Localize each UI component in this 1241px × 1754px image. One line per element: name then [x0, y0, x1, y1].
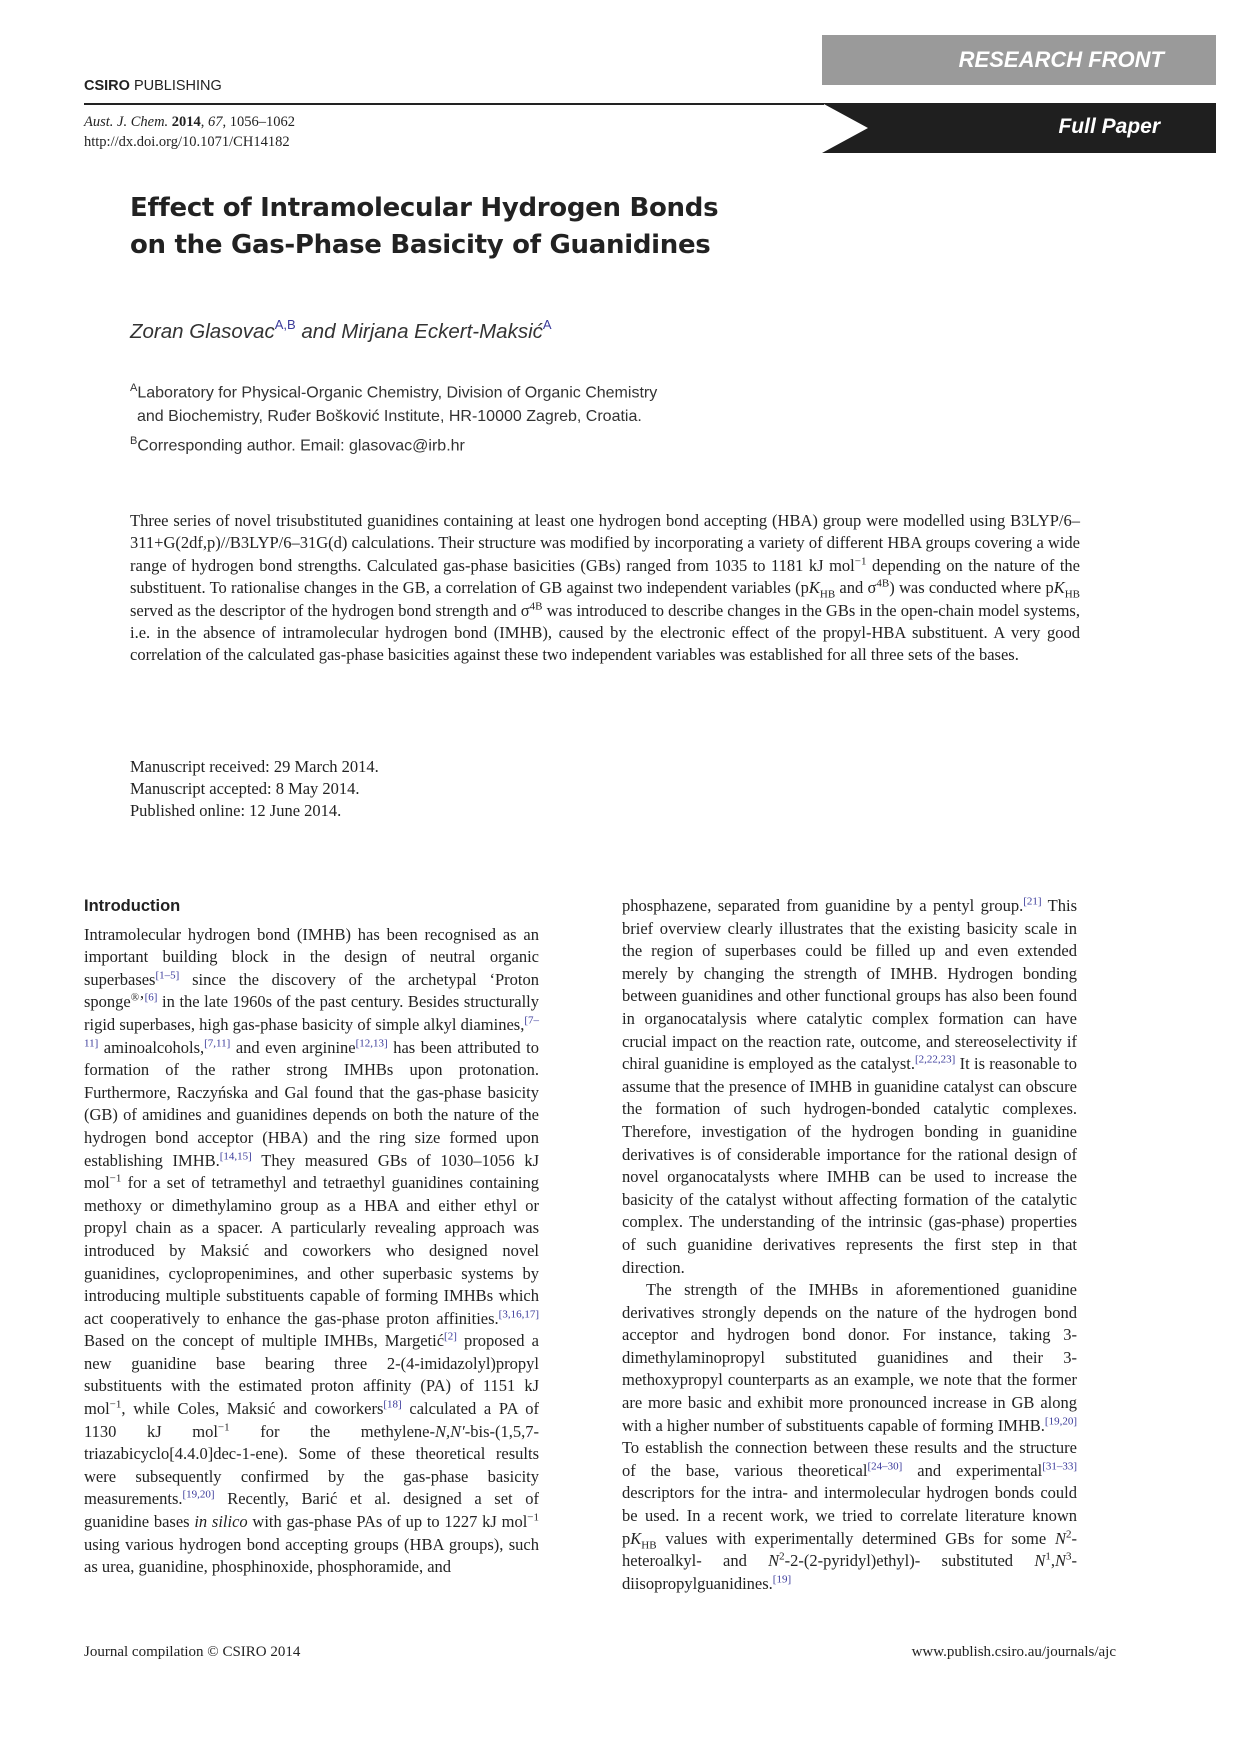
- doi-link[interactable]: http://dx.doi.org/10.1071/CH14182: [84, 134, 290, 150]
- citation-ref[interactable]: [19,20]: [1044, 1415, 1077, 1428]
- affiliation-b: [130, 429, 657, 458]
- affiliation-a-line-1: Laboratory for Physical-Organic Chemistry, Division of Organic Chemistry: [137, 384, 658, 402]
- date-accepted: Manuscript accepted: 8 May 2014.: [130, 779, 360, 798]
- citation-ref[interactable]: [14,15]: [219, 1150, 252, 1163]
- date-received: Manuscript received: 29 March 2014.: [130, 757, 379, 776]
- citation-ref[interactable]: [3,16,17]: [498, 1308, 539, 1321]
- citation-ref[interactable]: [7–11]: [84, 1014, 539, 1050]
- research-front-label: RESEARCH FRONT: [958, 47, 1164, 72]
- citation-ref[interactable]: [21]: [1023, 895, 1042, 908]
- body-column-left: [84, 895, 539, 1579]
- citation-ref[interactable]: [1–5]: [155, 969, 180, 982]
- citation-ref[interactable]: [6]: [144, 991, 158, 1004]
- citation-ref[interactable]: [12,13]: [355, 1037, 388, 1050]
- author-2: and Mirjana Eckert-Maksić: [301, 320, 543, 343]
- paper-title: [130, 190, 718, 264]
- header-rule: [84, 103, 824, 105]
- author-2-affiliation-mark[interactable]: A: [542, 317, 552, 332]
- full-paper-label: Full Paper: [1058, 115, 1160, 138]
- citation-ref[interactable]: [19,20]: [182, 1488, 215, 1501]
- affiliation-a: [130, 376, 657, 405]
- citation-ref[interactable]: [2]: [444, 1330, 457, 1343]
- paragraph-intro-2: The strength of the IMHBs in aforementioned guanidine derivatives strongly depends on the nature of the hydrogen bond acceptor and hydrogen bond donor. For instance, taking 3-dimethylaminopropyl substituted guanidines and their 3-methoxypropyl counterparts as an example, we note that the former are more basic and exhibit more pronounced increase in GB along with a higher number of substituents capable of forming IMHB.[19,20] To establish the connection between these results and the structure of the base, various theoretical[24–30] and experimental[31–33] descriptors for the intra- and intermolecular hydrogen bonds could be used. In a recent work, we tried to correlate literature known $pK_{HB}$ values with experimentally determined GBs for some $N^2-heteroalkyl-$ and $N^2-2-(2-pyridyl)ethyl)-$ substituted $N^1,N^3-diisopropylguanidines.[19]$: [622, 1280, 1078, 1593]
- citation-ref[interactable]: [19]: [772, 1573, 792, 1586]
- footer-copyright: Journal compilation © CSIRO 2014: [84, 1644, 301, 1660]
- citation-ref[interactable]: [18]: [383, 1398, 402, 1411]
- title-line-2: on the Gas-Phase Basicity of Guanidines: [130, 230, 711, 260]
- section-heading-introduction: Introduction: [84, 897, 181, 915]
- citation-ref[interactable]: [24–30]: [867, 1460, 903, 1473]
- manuscript-dates: [130, 756, 379, 822]
- affiliation-a-mark: A: [130, 382, 138, 394]
- full-paper-banner: [822, 103, 1216, 153]
- affiliations: [130, 376, 657, 459]
- title-line-1: Effect of Intramolecular Hydrogen Bonds: [130, 193, 719, 223]
- author-list: [130, 317, 552, 344]
- journal-volume: 67: [208, 114, 223, 130]
- research-front-banner: [822, 35, 1216, 85]
- citation-ref[interactable]: [2,22,23]: [914, 1053, 956, 1066]
- paragraph-intro-1: Intramolecular hydrogen bond (IMHB) has been recognised as an important building block in the design of neutral organic superbases[1–5] since the discovery of the archetypal ‘Proton sponge®’[6] in the late 1960s of the past century. Besides structurally rigid superbases, high gas-phase basicity of simple alkyl diamines,[7–11] aminoalcohols,[7,11] and even arginine[12,13] has been attributed to formation of the rather strong IMHBs upon protonation. Furthermore, Raczyńska and Gal found that the gas-phase basicity (GB) of amidines and guanidines depends on both the nature of the hydrogen bond acceptor (HBA) and the ring size formed upon establishing IMHB.[14,15] They measured GBs of 1030–1056 kJ mol$^{-1}$ for a set of tetramethyl and tetraethyl guanidines containing methoxy or dimethylamino group as a HBA and either ethyl or propyl chain as a spacer. A particularly revealing approach was introduced by Maksić and coworkers who designed novel guanidines, cyclopropenimines, and other superbasic systems by introducing multiple substituents capable of forming IMHBs which act cooperatively to enhance the gas-phase proton affinities.[3,16,17] Based on the concept of multiple IMHBs, Margetić[2] proposed a new guanidine base bearing three 2-(4-imidazolyl)propyl substituents with the estimated proton affinity (PA) of 1151 kJ mol$^{-1}$, while Coles, Maksić and coworkers[18] calculated a PA of 1130 kJ mol$^{-1}$ for the methylene-N,N′-bis-(1,5,7-triazabicyclo[4.4.0]dec-1-ene). Some of these theoretical results were subsequently confirmed by the gas-phase basicity measurements.[19,20] Recently, Barić et al. designed a set of guanidine bases in silico with gas-phase PAs of up to 1227 kJ mol$^{-1}$ using various hydrogen bond accepting groups (HBA groups), such as urea, guanidine, phosphinoxide, phosphoramide, and: [84, 924, 539, 1577]
- citation-line: Aust. J. Chem. 2014, 67, 1056–1062: [84, 114, 296, 130]
- date-published: Published online: 12 June 2014.: [130, 801, 342, 820]
- affiliation-b-mark: B: [130, 435, 138, 448]
- journal-pages: 1056–1062: [229, 114, 296, 130]
- corresponding-author: Corresponding author. Email: glasovac@irb.hr: [137, 437, 465, 455]
- citation: [84, 112, 295, 152]
- abstract: Three series of novel trisubstituted guanidines containing at least one hydrogen bond accepting (HBA) group were modelled using B3LYP/6–311+G(2df,p)//B3LYP/6–31G(d) calculations. Their structure was modified by incorporating a variety of different HBA groups covering a wide range of hydrogen bond strengths. Calculated gas-phase basicities (GBs) ranged from 1035 to 1181 kJ mol$^{-1}$ depending on the nature of the substituent. To rationalise changes in the GB, a correlation of GB against two independent variables ($pK_{HB}$ and $\sigma^{4B}$) was conducted where $pK_{HB}$ served as the descriptor of the hydrogen bond strength and $\sigma^{4B}$ was introduced to describe changes in the GBs in the open-chain model systems, i.e. in the absence of intramolecular hydrogen bond (IMHB), caused by the electronic effect of the propyl-HBA substituent. A very good correlation of the calculated gas-phase basicities against these two independent variables was established for all three sets of the bases.: [130, 511, 1080, 665]
- journal-name: Aust. J. Chem.: [84, 114, 169, 130]
- affiliation-a-line-2: and Biochemistry, Ruđer Bošković Institute, HR-10000 Zagreb, Croatia.: [137, 408, 642, 426]
- publisher-logo: [84, 78, 222, 94]
- publisher-name-bold: CSIRO: [84, 78, 130, 94]
- footer-url[interactable]: www.publish.csiro.au/journals/ajc: [911, 1644, 1116, 1660]
- publisher-name-rest: PUBLISHING: [133, 78, 222, 94]
- citation-ref[interactable]: [7,11]: [204, 1037, 231, 1050]
- author-1: Zoran Glasovac: [130, 320, 275, 343]
- paragraph-intro-1-cont: phosphazene, separated from guanidine by a pentyl group.[21] This brief overview clearly illustrates that the existing basicity scale in the region of superbases could be filled up and even extended merely by changing the strength of IMHB. Hydrogen bonding between guanidines and other functional groups has also been found in organocatalysis where catalytic complex formation can have crucial impact on the reaction rate, outcome, and stereoselectivity if chiral guanidine is employed as the catalyst.[2,22,23] It is reasonable to assume that the presence of IMHB in guanidine catalyst can obscure the formation of such hydrogen-bonded catalytic complexes. Therefore, investigation of the hydrogen bonding in guanidine derivatives is of considerable importance for the rational design of novel organocatalysts where IMHB can be used to increase the basicity of the catalyst without affecting formation of the catalytic complex. The understanding of the intrinsic (gas-phase) properties of such guanidine derivatives represents the first step in that direction.: [622, 895, 1077, 1277]
- author-1-affiliation-mark[interactable]: A,B: [274, 317, 296, 332]
- citation-ref[interactable]: [31–33]: [1042, 1460, 1078, 1473]
- journal-year: 2014: [171, 114, 201, 130]
- body-column-right: [622, 895, 1077, 1595]
